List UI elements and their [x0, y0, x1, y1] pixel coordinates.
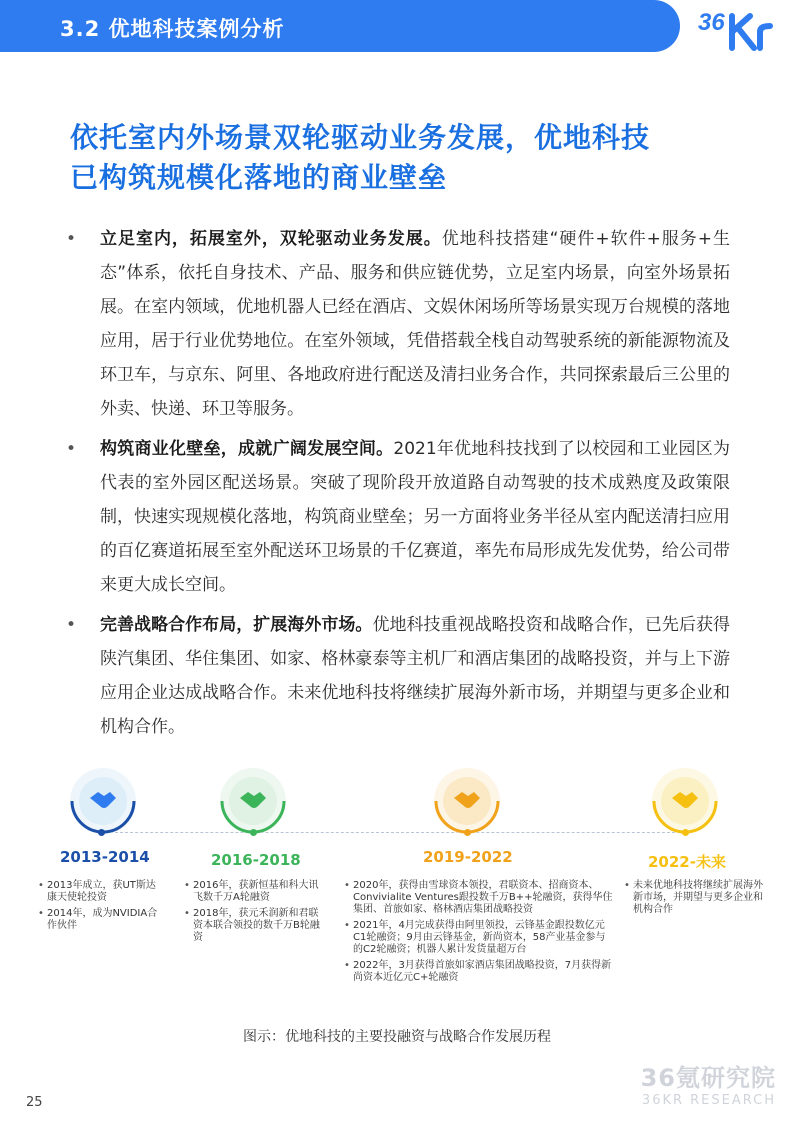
timeline-item: • 2020年，获得由雪球资本领投，君联资本、招商资本、Convivialite Ventures跟投数千万B++轮融资，获得华住集团、首旅如家、格林酒店集团战略投资 — [344, 880, 614, 916]
timeline-item: • 2016年，获新恒基和科大讯飞数千万A轮融资 — [184, 880, 324, 904]
timeline-item: • 2013年成立，获UT斯达康天使轮投资 — [38, 880, 164, 904]
bullet-item — [62, 432, 730, 602]
handshake-icon — [670, 790, 700, 812]
page-number: 25 — [26, 1095, 43, 1110]
timeline-col-2 — [184, 880, 324, 948]
bullet-list — [62, 222, 730, 750]
main-title — [70, 118, 750, 198]
bullet-text: 优地科技搭建“硬件+软件+服务+生态”体系，依托自身技术、产品、服务和供应链优势，立足室内场景，向室外场景拓展。在室内领域，优地机器人已经在酒店、文娱休闲场所等场景实现万台规模的落地应用，居于行业优势地位。在室外领域，凭借搭载全栈自动驾驶系统的新能源物流及环卫车，与京东、阿里、各地政府进行配送及清扫业务合作，共同探索最后三公里的外卖、快递、环卫等服务。 — [100, 229, 730, 419]
bullet-item — [62, 222, 730, 426]
timeline-dot — [682, 829, 689, 836]
timeline-year: 2016-2018 — [211, 851, 301, 869]
timeline-item: • 未来优地科技将继续扩展海外新市场，并期望与更多企业和机构合作 — [624, 880, 764, 916]
timeline-dot — [464, 829, 471, 836]
watermark-line1: 36氪研究院 — [640, 1064, 776, 1092]
bullet-dot: • — [66, 615, 77, 635]
handshake-icon — [88, 790, 118, 812]
handshake-icon — [452, 790, 482, 812]
timeline-node-icon-4 — [652, 768, 718, 834]
timeline-col-3 — [344, 880, 614, 988]
svg-text:36: 36 — [698, 9, 725, 36]
section-title: 3.2 优地科技案例分析 — [60, 17, 285, 41]
bullet-text: 2021年优地科技找到了以校园和工业园区为代表的室外园区配送场景。突破了现阶段开放道路自动驾驶的技术成熟度及政策限制，快速实现规模化落地，构筑商业壁垒；另一方面将业务半径从室内配送清扫应用的百亿赛道拓展至室外配送环卫场景的千亿赛道，率先布局形成先发优势，给公司带来更大成长空间。 — [100, 439, 731, 595]
timeline-node-icon-1 — [70, 768, 136, 834]
timeline-year: 2019-2022 — [423, 848, 513, 866]
timeline-item: • 2018年，获元禾润新和君联资本联合领投的数千万B轮融资 — [184, 908, 324, 944]
header-bar — [0, 0, 680, 52]
bullet-text: 优地科技重视战略投资和战略合作，已先后获得陕汽集团、华住集团、如家、格林豪泰等主机厂和酒店集团的战略投资，并与上下游应用企业达成战略合作。未来优地科技将继续扩展海外新市场，并期望与更多企业和机构合作。 — [100, 615, 731, 737]
handshake-icon — [238, 790, 268, 812]
timeline-col-4 — [624, 880, 764, 920]
timeline-item: • 2022年，3月获得首旅如家酒店集团战略投资，7月获得新尚资本近亿元C+轮融资 — [344, 960, 614, 984]
timeline-year: 2022-未来 — [648, 853, 726, 871]
timeline-dot — [250, 829, 257, 836]
bullet-lead: 完善战略合作布局，扩展海外市场。 — [100, 615, 373, 635]
timeline-dot — [98, 829, 105, 836]
timeline-node-icon-3 — [434, 768, 500, 834]
bullet-lead: 构筑商业化壁垒，成就广阔发展空间。 — [100, 439, 394, 459]
bullet-lead: 立足室内，拓展室外，双轮驱动业务发展。 — [100, 229, 442, 249]
bullet-dot: • — [66, 439, 77, 459]
timeline-item: • 2014年，成为NVIDIA合作伙伴 — [38, 908, 164, 932]
bullet-dot: • — [66, 229, 77, 249]
bullet-item — [62, 608, 730, 744]
main-title-line1: 依托室内外场景双轮驱动业务发展，优地科技 — [70, 121, 651, 154]
timeline-year: 2013-2014 — [60, 848, 150, 866]
figure-caption: 图示：优地科技的主要投融资与战略合作发展历程 — [243, 1029, 551, 1045]
timeline-dashed-line — [100, 832, 685, 833]
watermark-line2: 36KR RESEARCH — [641, 1093, 776, 1108]
timeline-item: • 2021年，4月完成获得由阿里领投，云锋基金跟投数亿元C1轮融资；9月由云锋基金，新尚资本，58产业基金参与的C2轮融资；机器人累计发货量超万台 — [344, 920, 614, 956]
main-title-line2: 已构筑规模化落地的商业壁垒 — [70, 161, 448, 194]
watermark — [641, 1058, 776, 1108]
36kr-logo — [692, 2, 790, 52]
timeline-node-icon-2 — [220, 768, 286, 834]
timeline-col-1 — [38, 880, 164, 936]
